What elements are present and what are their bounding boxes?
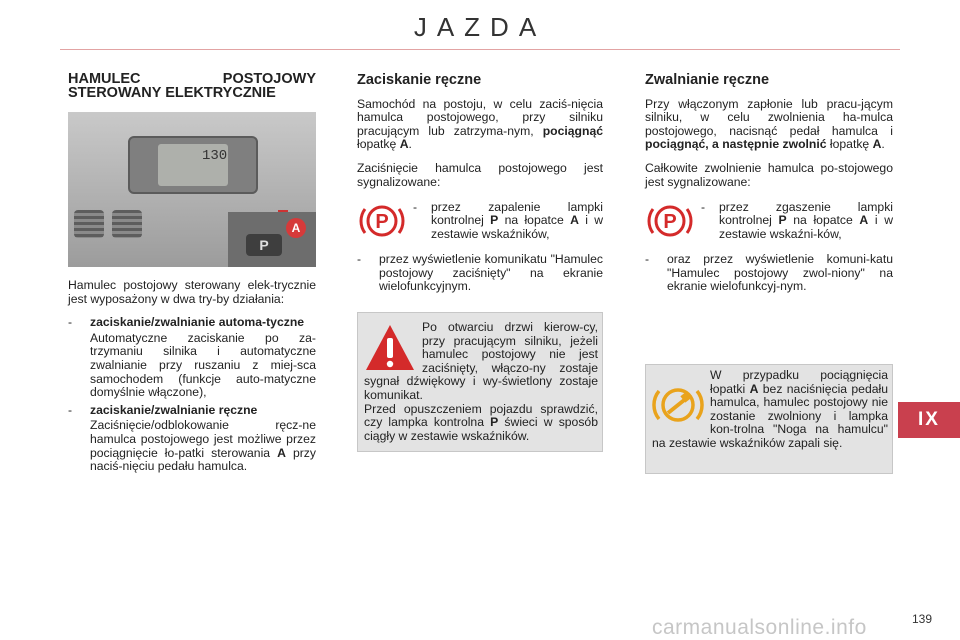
intro-text: Hamulec postojowy sterowany elek-trycznie jest wyposażony w dwa try-by działania: (68, 278, 316, 306)
release-lamp-row (645, 199, 893, 243)
svg-text:P: P (375, 211, 389, 234)
apply-lamp-row (357, 199, 603, 243)
air-vent-left (74, 210, 104, 238)
column-middle (357, 72, 603, 296)
section-title-parking-brake: HAMULEC POSTOJOWY STEROWANY ELEKTRYCZNIE (68, 71, 316, 101)
release-instructions: Przy włączonym zapłonie lub pracu-jącym silniku, w celu zwolnienia ha-mulca postojowego, nacisnąć pedał hamulca i pociągnąć, a następnie zwolnić łopatkę A. (645, 96, 893, 152)
hand-brake-no-release-icon (652, 379, 704, 431)
apply-signal-intro: Zaciśnięcie hamulca postojowego jest sygnalizowane: (357, 160, 603, 189)
warning-text-a: Po otwarciu drzwi kierow-cy, przy pracującym silniku, jeżeli hamulec postojowy nie jest zaciśnięty, włączo-ny zostaje sygnał dźwiękowy i wy-świetlony zostaje komunikat. (364, 320, 598, 402)
section-title-manual-apply: Zaciskanie ręczne (357, 72, 482, 88)
page-header (0, 0, 960, 52)
mode-manual-label: - zaciskanie/zwalnianie ręczne (68, 404, 316, 418)
page-number: 139 (912, 612, 933, 626)
apply-instructions: Samochód na postoju, w celu zaciś-nięcia hamulca postojowego, przy silniku pracującym lub zatrzyma-nym, pociągnąć łopatkę A. (357, 96, 603, 152)
info-text: W przypadku pociągnięcia łopatki A bez naciśnięcia pedału hamulca, hamulec postojowy nie zostanie zwolniony i lampka kon-trolna "Noga na hamulcu" na zestawie wskaźników zapali się. (652, 368, 889, 450)
warning-text-b: Przed opuszczeniem pojazdu sprawdzić, czy lampka kontrolna P świeci w sposób ciągły w zestawie wskaźników. (364, 401, 598, 443)
chapter-tab: IX (898, 402, 960, 438)
column-right (645, 72, 893, 296)
svg-text:P: P (663, 211, 677, 234)
instrument-cluster (128, 136, 258, 194)
release-signal-intro: Całkowite zwolnienie hamulca po-stojowego jest sygnalizowane: (645, 160, 893, 189)
warning-triangle-icon (364, 323, 416, 373)
info-note (645, 364, 893, 474)
dashboard-photo (68, 112, 316, 267)
apply-message-item: - przez wyświetlenie komunikatu "Hamulec postojowy zaciśnięty" na ekranie wielofunkcyjnym. (357, 253, 603, 294)
speed-readout: 130 (202, 148, 228, 164)
apply-lamp-text: - przez zapalenie lampki kontrolnej P na łopatce A i w zestawie wskaźników, (413, 201, 603, 242)
mode-auto-label: - zaciskanie/zwalnianie automa-tyczne (68, 316, 316, 330)
brake-control-panel (228, 212, 316, 267)
release-message-item: - oraz przez wyświetlenie komuni-katu "Hamulec postojowy zwol-niony" na ekranie wielofunkcyj-nym. (645, 253, 893, 294)
page-title: JAZDA (413, 12, 547, 42)
parking-brake-icon (357, 199, 407, 243)
column-left (68, 72, 316, 478)
parking-brake-paddle: P (246, 234, 282, 256)
parking-brake-icon (645, 199, 695, 243)
section-title-manual-release: Zwalnianie ręczne (645, 72, 770, 88)
air-vent-right (112, 210, 142, 238)
header-divider (60, 49, 900, 50)
watermark: carmanualsonline.info (652, 616, 867, 639)
mode-manual-desc: Zaciśnięcie/odblokowanie ręcz-ne hamulca postojowego jest możliwe przez pociągnięcie ło-patki sterowania A przy naciś-nięciu pedału hamulca. (90, 418, 316, 474)
release-lamp-text: - przez zgaszenie lampki kontrolnej P na łopatce A i w zestawie wskaźni-ków, (701, 201, 893, 242)
mode-auto-desc: Automatyczne zaciskanie po za-trzymaniu silnika i automatyczne zwalnianie przy ruszaniu z miej-sca samochodem (funkcje auto-matyczne domyślnie włączone), (90, 330, 316, 400)
cluster-display (158, 144, 228, 186)
warning-note (357, 312, 603, 452)
marker-a-label: A (286, 218, 306, 238)
